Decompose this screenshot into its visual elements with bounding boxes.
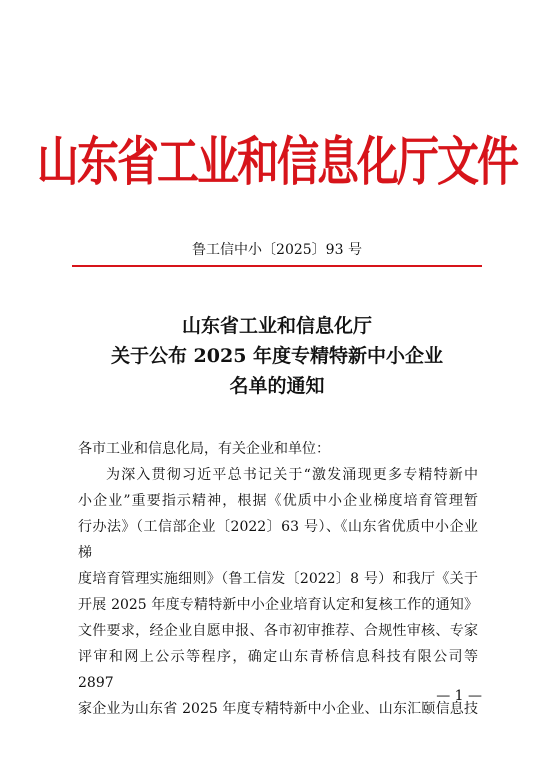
body-line: 小企业”重要指示精神，根据《优质中小企业梯度培育管理暂 [78,493,478,509]
body-line: 评审和网上公示等程序，确定山东青桥信息科技有限公司等 2897 [78,649,478,691]
notice-title-line: 关于公布 2025 年度专精特新中小企业 [110,345,444,367]
notice-title [0,311,554,401]
body-line: 度培育管理实施细则》（鲁工信发〔2022〕8 号）和我厅《关于 [78,571,478,587]
body-line: 家企业为山东省 2025 年度专精特新中小企业、山东汇颐信息技 [78,701,478,717]
salutation: 各市工业和信息化局，有关企业和单位： [78,441,330,457]
document-number: 鲁工信中小〔2025〕93 号 [192,242,362,258]
page-number: — 1 — [436,688,482,704]
notice-title-line: 名单的通知 [229,375,325,397]
body-line: 开展 2025 年度专精特新中小企业培育认定和复核工作的通知》 [78,597,478,613]
header-red-divider [72,265,482,267]
document-header-title: 山东省工业和信息化厅文件 [36,130,517,192]
notice-title-line: 山东省工业和信息化厅 [181,315,372,337]
body-line: 文件要求，经企业自愿申报、各市初审推荐、合规性审核、专家 [78,623,478,639]
notice-body [78,436,478,722]
body-line: 为深入贯彻习近平总书记关于“激发涌现更多专精特新中 [106,467,478,483]
body-line: 行办法》（工信部企业〔2022〕63 号）、《山东省优质中小企业梯 [78,519,478,561]
